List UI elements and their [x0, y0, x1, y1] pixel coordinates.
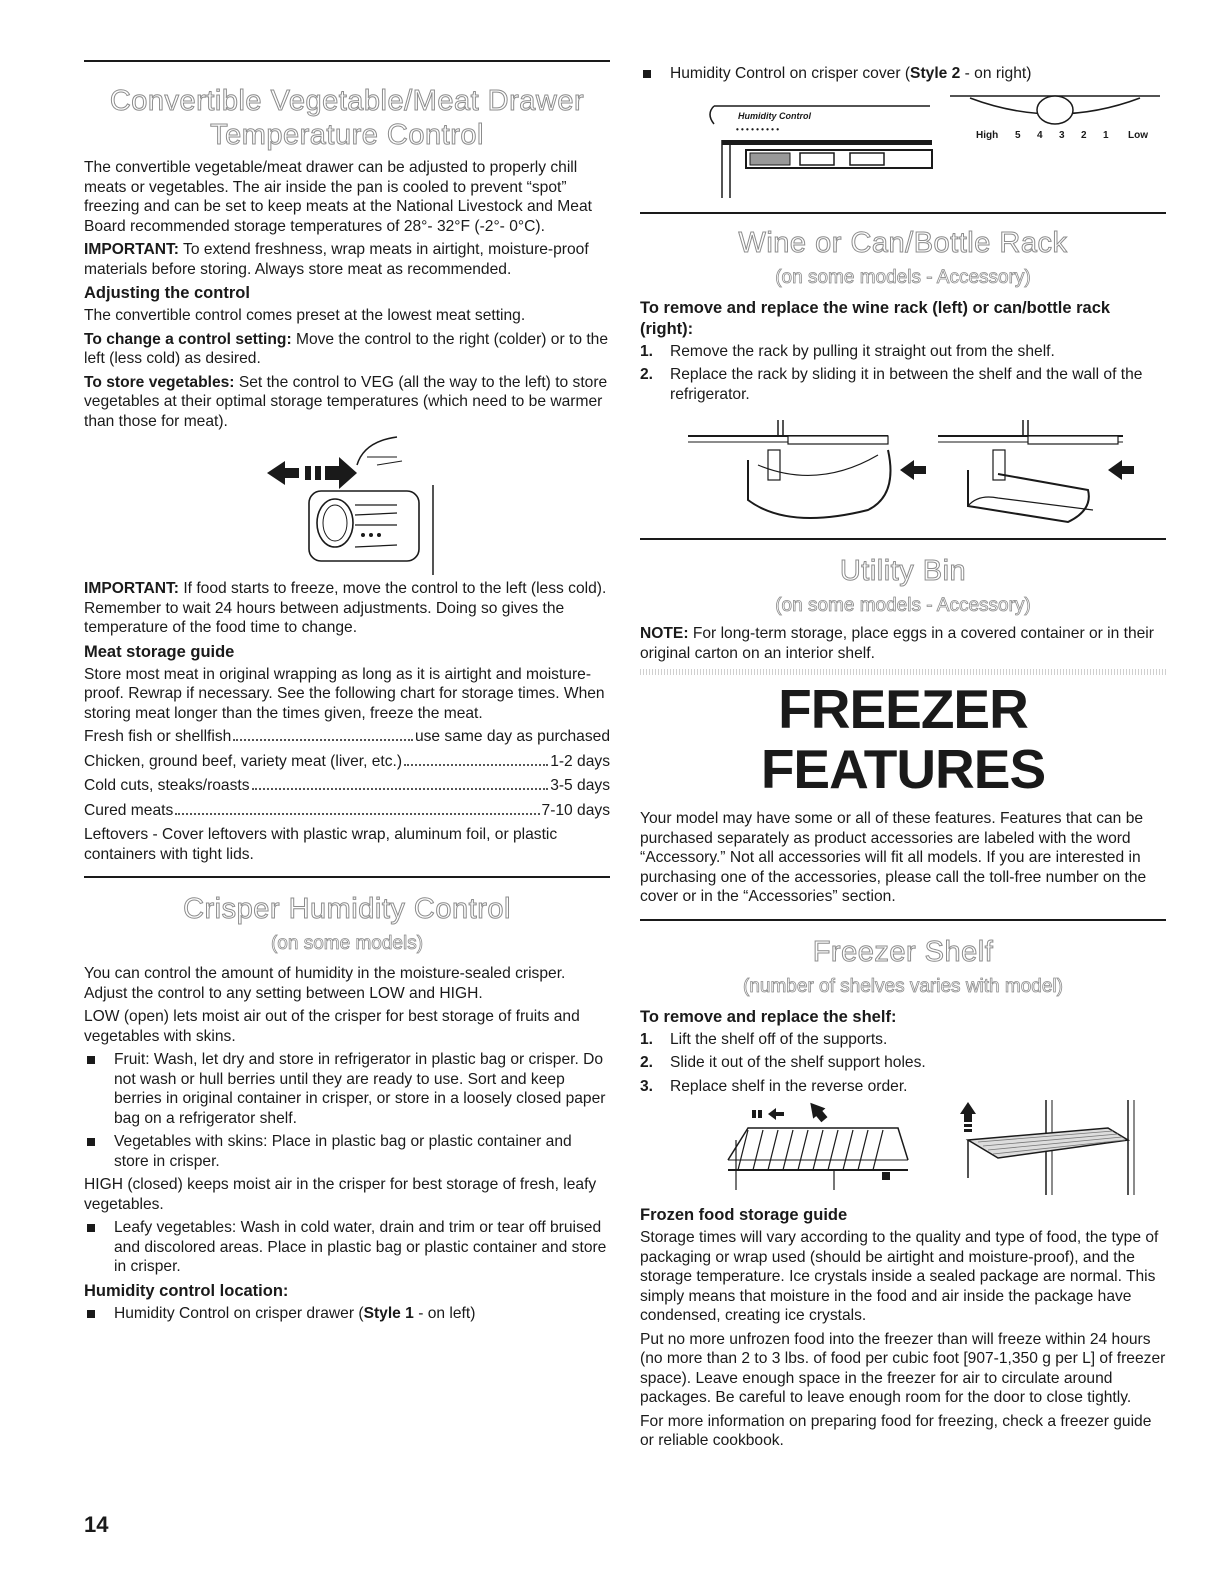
subheading: Humidity control location: — [84, 1281, 289, 1300]
paragraph: Your model may have some or all of these features. Features that can be purchased separately as product accessories are labeled with the word “Accessory.” Not all accessories will fit all models. If you are interested in purchasing one of the accessories, please call the toll-free number on the cover or in the “Accessories” section. — [640, 810, 1147, 905]
paragraph: The convertible control comes preset at the lowest meat setting. — [84, 307, 526, 324]
paragraph: You can control the amount of humidity in the moisture-sealed crisper. Adjust the control to any setting between LOW and HIGH. — [84, 965, 566, 1002]
section-title: Wine or Can/Bottle Rack — [738, 226, 1068, 259]
freezer-shelf-illustration — [668, 1100, 1138, 1195]
paragraph: For more information on preparing food for freezing, check a freezer guide or reliable cookbook. — [640, 1412, 1152, 1449]
left-column — [84, 60, 610, 1327]
subheading: Frozen food storage guide — [640, 1206, 848, 1224]
humidity-scale-number: 1 — [1103, 129, 1109, 141]
step-item: 2. Replace the rack by sliding it in between the shelf and the wall of the refrigerator. — [640, 366, 1143, 403]
step-item: 3. Replace shelf in the reverse order. — [640, 1077, 908, 1095]
section-divider — [640, 669, 1166, 675]
paragraph: Leftovers - Cover leftovers with plastic wrap, aluminum foil, or plastic containers with tight lids. — [84, 826, 558, 863]
page-number: 14 — [84, 1512, 109, 1537]
paragraph: IMPORTANT: To extend freshness, wrap meats in airtight, moisture-proof materials before storing. Always store meat as recommended. — [84, 241, 589, 278]
section-subtitle: (on some models - Accessory) — [775, 266, 1031, 288]
bullet-item: Humidity Control on crisper drawer (Style 1 - on left) — [84, 1304, 610, 1324]
subheading: To remove and replace the wine rack (left) or can/bottle rack (right): — [640, 298, 1111, 338]
convertible-control-illustration — [247, 435, 447, 575]
section-title: Crisper Humidity Control — [183, 893, 511, 925]
humidity-control-illustration — [700, 88, 1170, 198]
subheading: Adjusting the control — [84, 284, 250, 302]
humidity-scale-number: 5 — [1015, 129, 1021, 141]
humidity-scale-number: 4 — [1037, 129, 1043, 141]
step-item: 1. Remove the rack by pulling it straight out from the shelf. — [640, 342, 1055, 360]
paragraph: NOTE: For long-term storage, place eggs in a covered container or in their original carton on an interior shelf. — [640, 625, 1154, 662]
paragraph: To change a control setting: Move the control to the right (colder) or to the left (less cold) as desired. — [84, 330, 609, 367]
subheading: Meat storage guide — [84, 642, 235, 661]
paragraph: Storage times will vary according to the quality and type of food, the type of packaging or wrap used (should be airtight and moisture-proof), and the storage temperature. Ice crystals inside a sealed package are normal. This simply means that moisture in the food and air inside the package have condensed, creating ice crystals. — [640, 1229, 1159, 1324]
wine-rack-illustration — [668, 410, 1138, 530]
step-item: 2. Slide it out of the shelf support holes. — [640, 1054, 926, 1071]
humidity-low-label: Low — [1128, 129, 1148, 141]
humidity-scale-number: 3 — [1059, 129, 1065, 141]
humidity-high-label: High — [976, 129, 999, 141]
storage-chart-row: Fresh fish or shellfish use same day as purchased — [84, 728, 610, 745]
section-title: Convertible Vegetable/Meat Drawer — [109, 85, 585, 117]
section-subtitle: (on some models - Accessory) — [775, 595, 1031, 616]
paragraph: The convertible vegetable/meat drawer can be adjusted to properly chill meats or vegetables. The air inside the pan is cooled to prevent “spot” freezing and can be set to keep meats at the National Livestock and Meat Board recommended storage temperatures of 28°- 32°F (-2°- 0°C). — [84, 159, 592, 235]
paragraph: Put no more unfrozen food into the freezer than will freeze within 24 hours (no more than 2 to 3 lbs. of food per cubic foot [907-1,350 g per L] of freezer space). Leave enough space in the freezer for air to circulate around packages. Be careful to leave enough room for the door to close tightly. — [640, 1330, 1166, 1406]
paragraph: Store most meat in original wrapping as long as it is airtight and moisture-proof. Rewrap if necessary. See the following chart for storage times. When storing meat longer than the times given, freeze the meat. — [84, 665, 605, 722]
section-subtitle: (on some models) — [270, 933, 424, 954]
bullet-item: Fruit: Wash, let dry and store in refrigerator in plastic bag or crisper. Do not wash or hull berries until they are ready to use. Sort and keep berries in original container in crisper, or store in a loosely closed paper bag on a refrigerator shelf. — [84, 1050, 610, 1128]
paragraph: HIGH (closed) keeps moist air in the crisper for best storage of fresh, leafy vegetables. — [84, 1176, 597, 1213]
section-title: Temperature Control — [210, 119, 484, 151]
section-title: Utility Bin — [839, 555, 967, 587]
paragraph: To store vegetables: Set the control to VEG (all the way to the left) to store vegetables at their optimal storage temperatures (which need to be warmer than those for meat). — [84, 373, 608, 430]
subheading: To remove and replace the shelf: — [640, 1007, 897, 1026]
section-title: Freezer Shelf — [812, 935, 994, 968]
chapter-title: FREEZER FEATURES — [760, 678, 1046, 800]
humidity-slider-scale: • • • • • • • • • — [736, 124, 779, 134]
storage-chart-row: Cold cuts, steaks/roasts 3-5 days — [84, 777, 610, 794]
bullet-item: Leafy vegetables: Wash in cold water, drain and trim or tear off bruised and discolored areas. Place in plastic bag or plastic container and store in crisper. — [84, 1218, 610, 1277]
step-item: 1. Lift the shelf off of the supports. — [640, 1030, 888, 1048]
right-column — [640, 60, 1166, 1455]
paragraph: LOW (open) lets moist air out of the crisper for best storage of fruits and vegetables with skins. — [84, 1008, 580, 1045]
section-subtitle: (number of shelves varies with model) — [743, 975, 1063, 997]
storage-chart-row: Cured meats 7-10 days — [84, 801, 610, 819]
bullet-item: Vegetables with skins: Place in plastic bag or plastic container and store in crisper. — [84, 1132, 610, 1171]
paragraph: IMPORTANT: If food starts to freeze, move the control to the left (less cold). Remember to wait 24 hours between adjustments. Doing so gives the temperature of the food time to change. — [84, 580, 607, 636]
bullet-item: Humidity Control on crisper cover (Style 2 - on right) — [640, 64, 1166, 84]
humidity-scale-number: 2 — [1081, 129, 1087, 141]
storage-chart-row: Chicken, ground beef, variety meat (liver, etc.) 1-2 days — [84, 752, 610, 770]
humidity-control-label: Humidity Control — [738, 110, 811, 121]
